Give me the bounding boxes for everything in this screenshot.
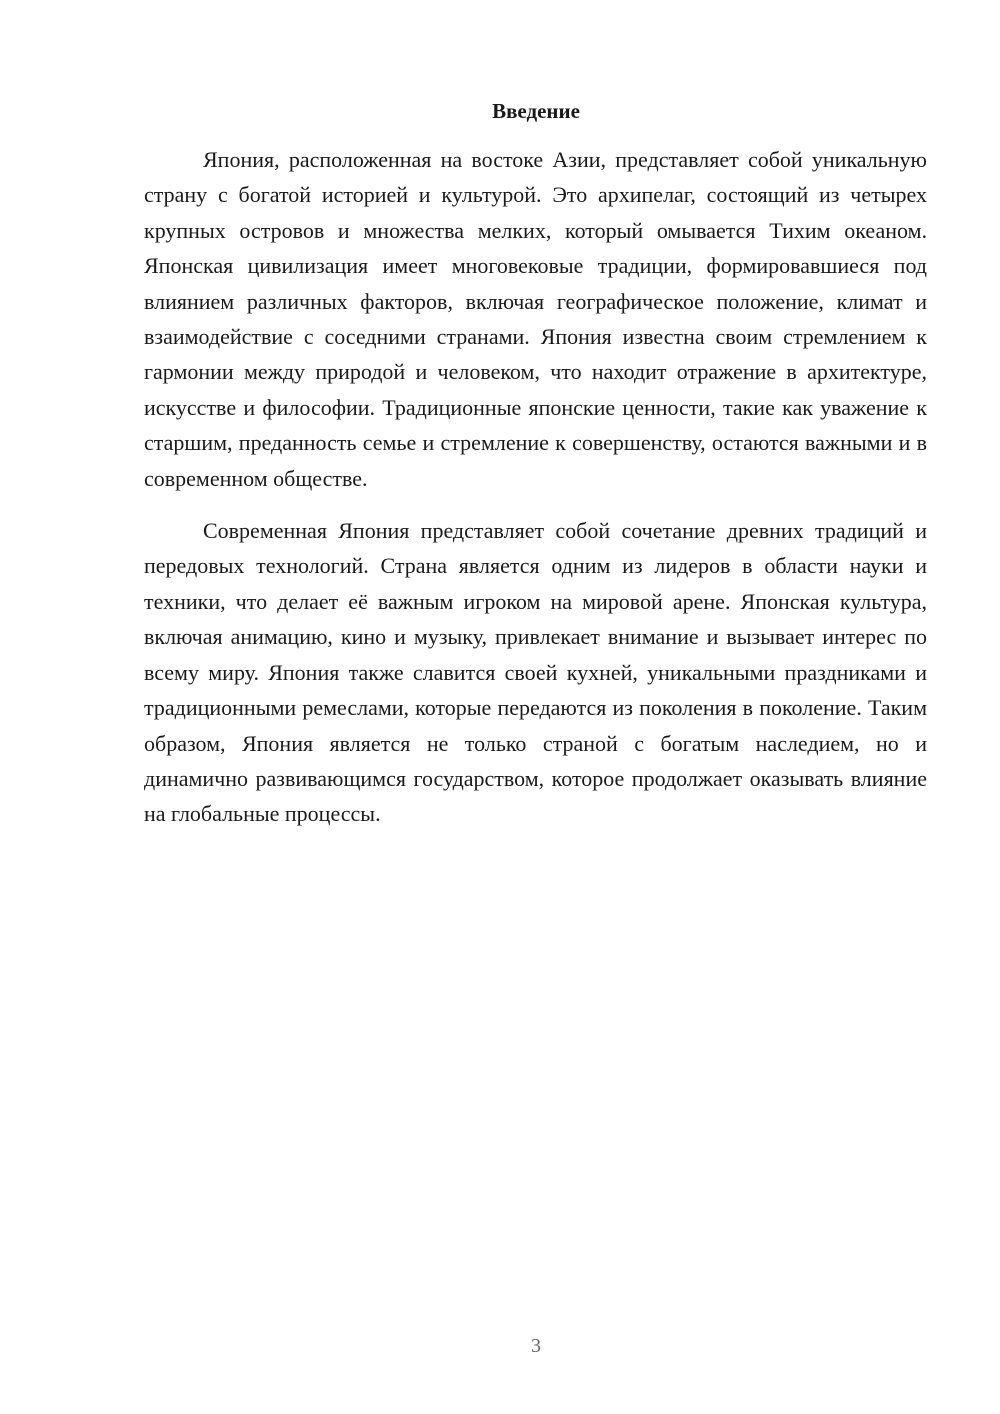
paragraph-2: Современная Япония представляет собой сочетание древних традиций и передовых технологий. Страна является одним из лидеров в области науки и техники, что делает её важным игроком на мировой арене. Японская культура, включая анимацию, кино и музыку, привлекает внимание и вызывает интерес по всему миру. Япония также славится своей кухней, уникальными праздниками и традиционными ремеслами, которые передаются из поколения в поколение. Таким образом, Япония является не только страной с богатым наследием, но и динамично развивающимся государством, которое продолжает оказывать влияние на глобальные процессы. [144,518,927,827]
body-text [144,142,927,832]
paragraph-1: Япония, расположенная на востоке Азии, представляет собой уникальную страну с богатой историей и культурой. Это архипелаг, состоящий из четырех крупных островов и множества мелких, который омывается Тихим океаном. Японская цивилизация имеет многовековые традиции, формировавшиеся под влиянием различных факторов, включая географическое положение, климат и взаимодействие с соседними странами. Япония известна своим стремлением к гармонии между природой и человеком, что находит отражение в архитектуре, искусстве и философии. Традиционные японские ценности, такие как уважение к старшим, преданность семье и стремление к совершенству, остаются важными и в современном обществе. [144,147,927,491]
section-heading: Введение [492,99,580,123]
page-number: 3 [531,1335,541,1357]
